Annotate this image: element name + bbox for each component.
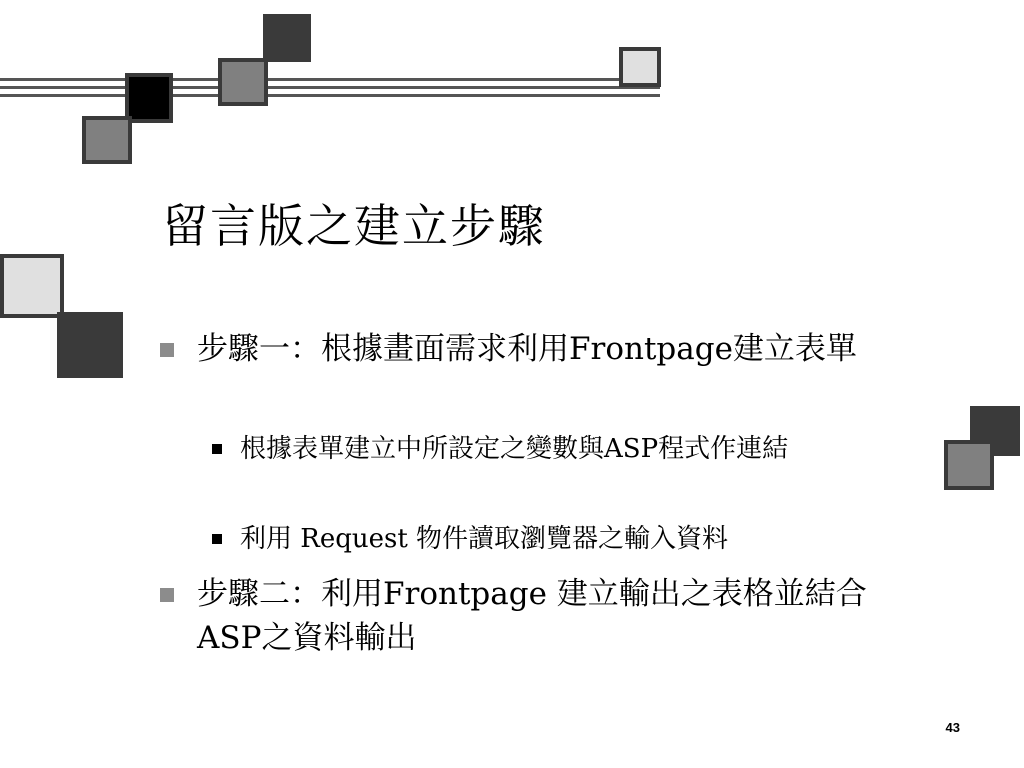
decor-square-dark-left: [57, 312, 123, 378]
bullet-text-1: 步驟一：根據畫面需求利用Frontpage建立表單: [197, 331, 857, 367]
sub-bullet-text-1: 根據表單建立中所設定之變數與ASP程式作連結: [240, 434, 789, 464]
slide-title: 留言版之建立步驟: [162, 199, 546, 253]
sub-bullet-marker-1: [212, 444, 222, 454]
page-number: 43: [945, 720, 960, 735]
decor-square-black-top: [125, 73, 173, 123]
decor-line-top-2: [0, 86, 660, 89]
decor-line-top-3: [0, 94, 660, 97]
decor-square-dark-top: [263, 14, 311, 62]
decor-line-top-1: [0, 78, 660, 81]
bullet-marker-2: [160, 588, 174, 602]
decor-square-mid-top: [218, 58, 268, 106]
bullet-text-2: 步驟二：利用Frontpage 建立輸出之表格並結合ASP之資料輸出: [197, 576, 867, 656]
decor-square-light-top-right: [619, 47, 661, 87]
sub-bullet-marker-2: [212, 534, 222, 544]
bullet-marker-1: [160, 343, 174, 357]
decor-square-light-left: [0, 254, 64, 318]
decor-square-mid-top-2: [82, 116, 132, 164]
decor-square-mid-right: [944, 440, 994, 490]
sub-bullet-text-2: 利用 Request 物件讀取瀏覽器之輸入資料: [240, 524, 729, 554]
